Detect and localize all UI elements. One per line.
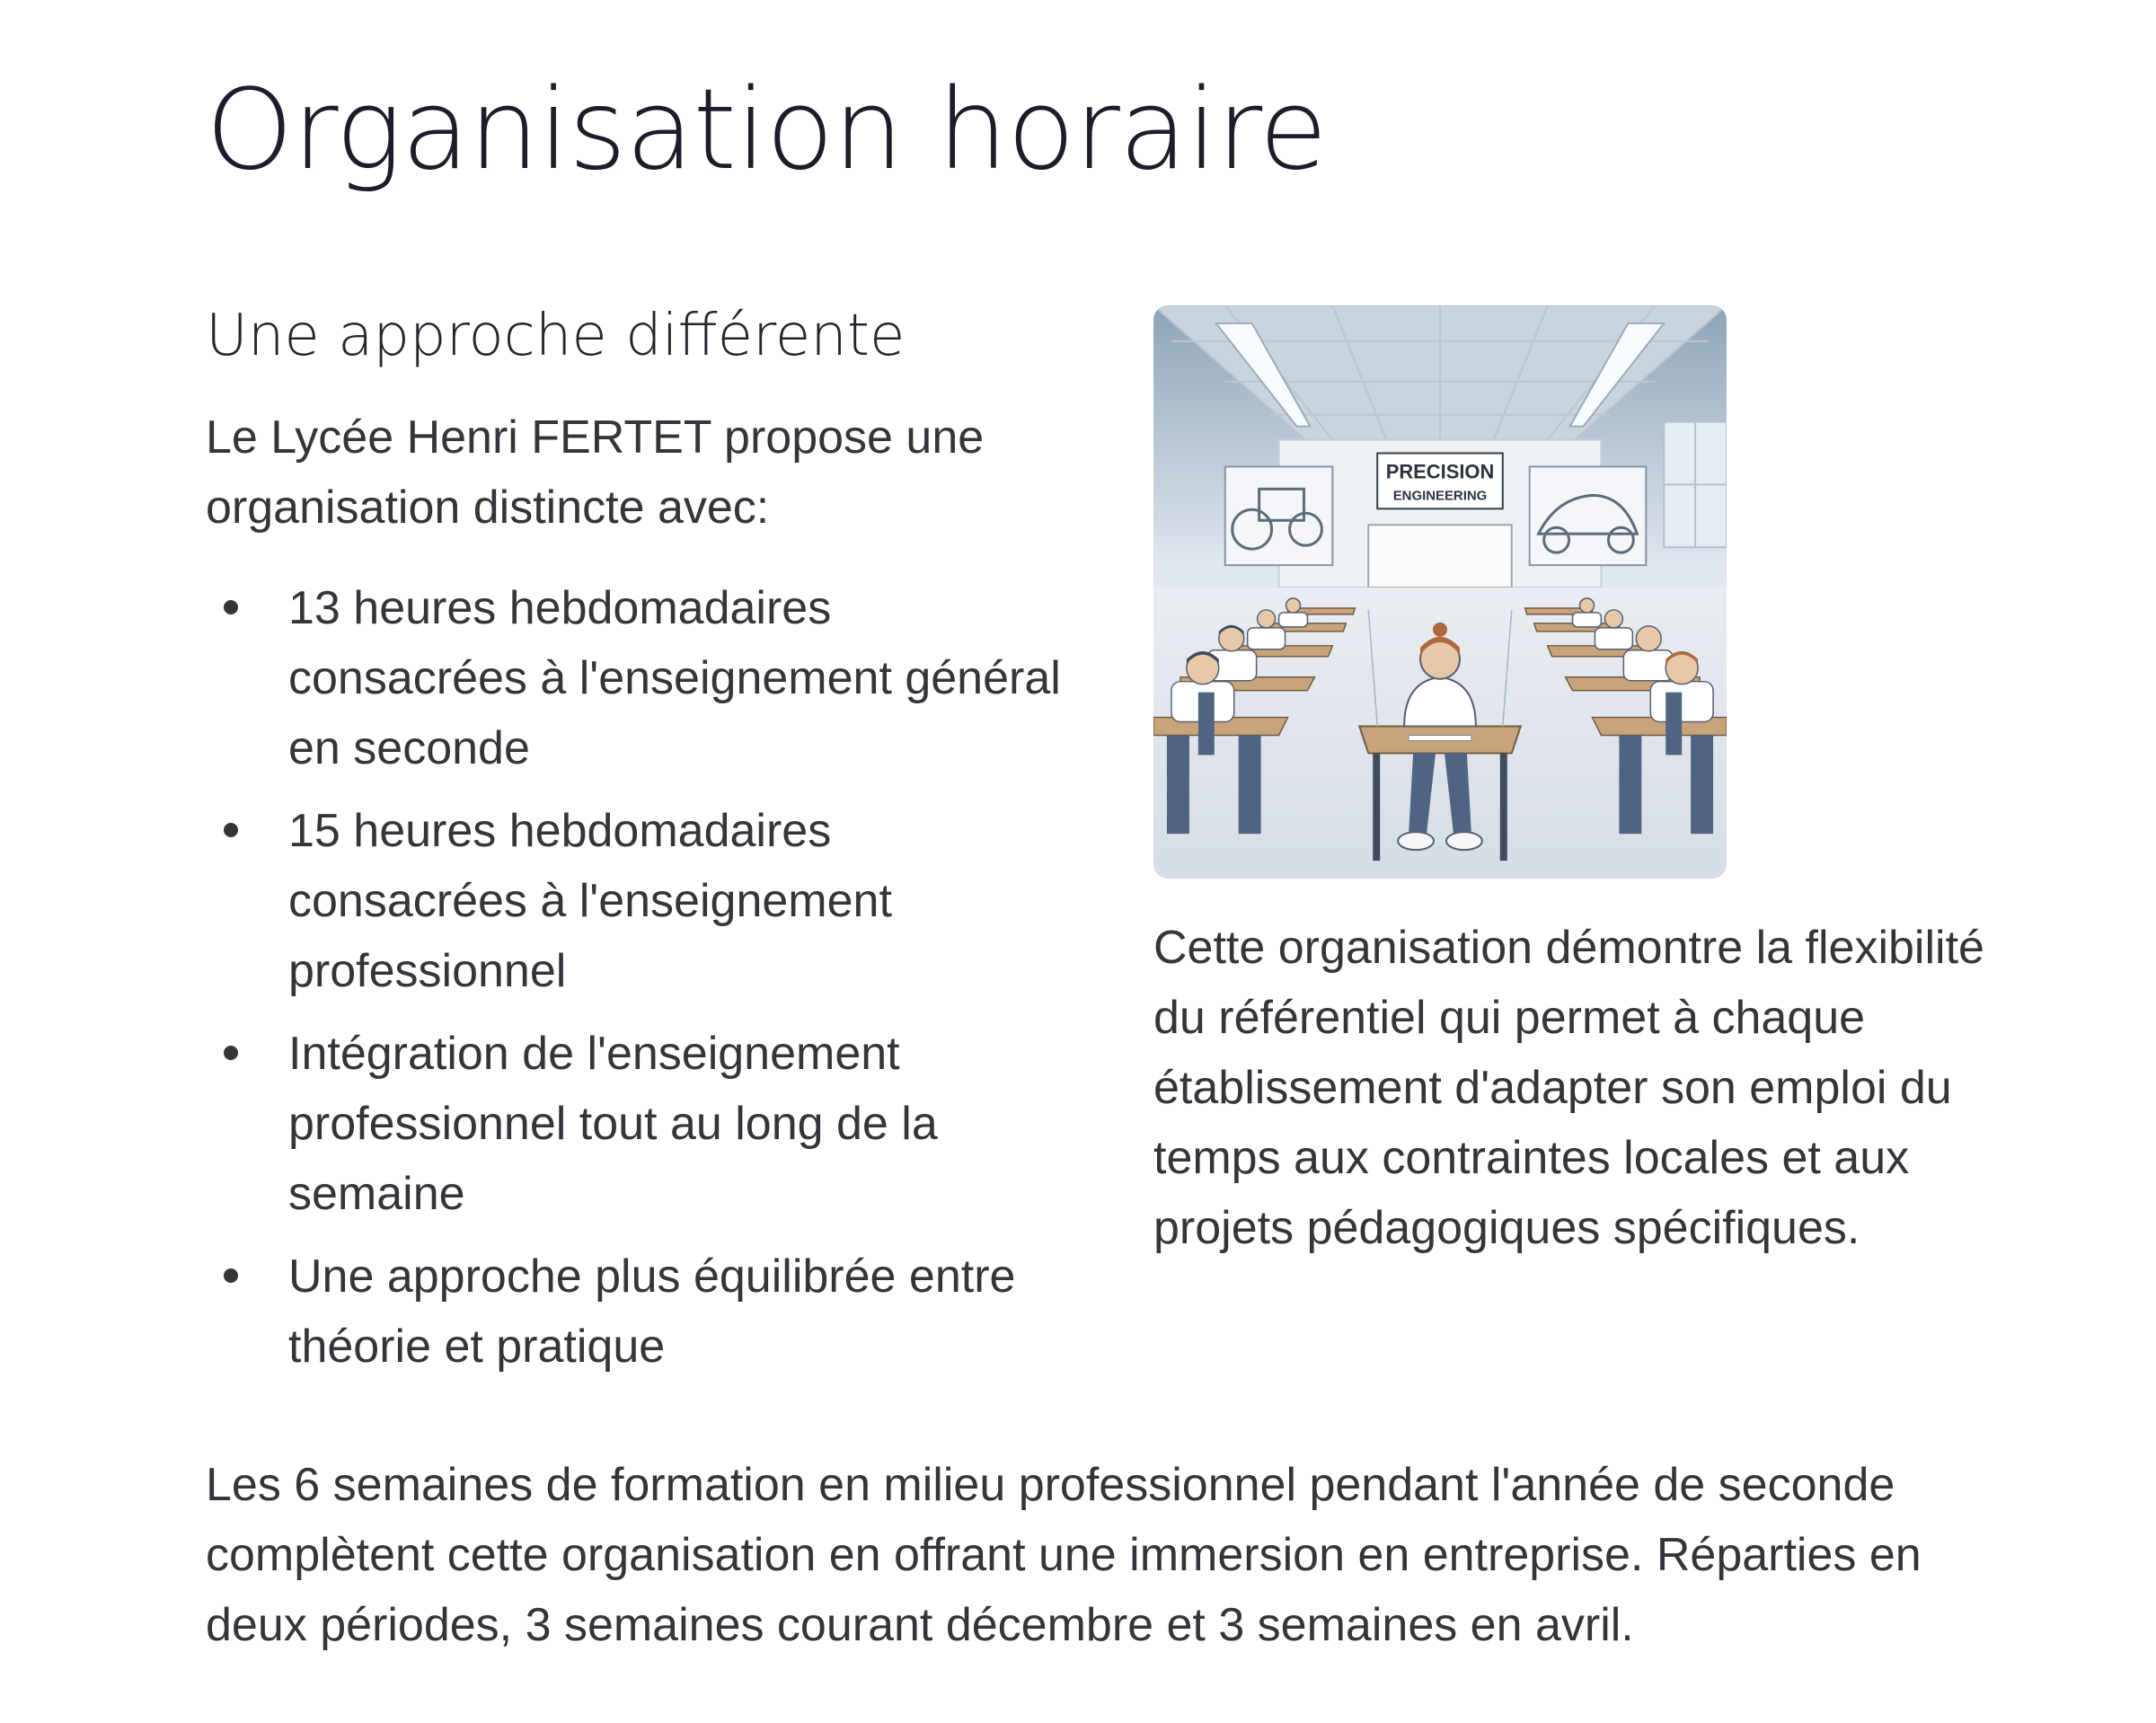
list-item-text: Une approche plus équilibrée entre théorie et pratique (288, 1250, 1016, 1373)
list-item-text: 15 heures hebdomadaires consacrées à l'enseignement professionnel (288, 805, 892, 997)
precision-engineering-sign (1377, 453, 1503, 508)
car-poster (1530, 466, 1647, 565)
list-item (206, 796, 1068, 1006)
list-item (206, 1241, 1068, 1382)
bullet-icon (224, 600, 238, 614)
side-paragraph: Cette organisation démontre la flexibilité du référentiel qui permet à chaque établissement d'adapter son emploi du temps aux contraintes locales et aux projets pédagogiques spécifiques. (1153, 922, 1984, 1254)
list-item (206, 1019, 1068, 1229)
classroom-illustration (1153, 305, 1727, 879)
page-title: Organisation horaire (206, 66, 1327, 195)
list-item (206, 573, 1068, 783)
bullet-icon (224, 823, 238, 837)
right-column (1153, 305, 1993, 1263)
section-heading: Une approche différente (206, 303, 906, 369)
engine-poster (1225, 466, 1333, 565)
bottom-paragraph: Les 6 semaines de formation en milieu professionnel pendant l'année de seconde complètent cette organisation en offrant une immersion en entreprise. Réparties en deux périodes, 3 semaines courant décembre et 3 semaines en avril. (206, 1459, 1922, 1651)
sign-line-2: ENGINEERING (1392, 488, 1488, 504)
list-item-text: 13 heures hebdomadaires consacrées à l'enseignement général en seconde (288, 582, 1061, 774)
bullet-icon (224, 1046, 238, 1060)
intro-paragraph: Le Lycée Henri FERTET propose une organisation distincte avec: (206, 411, 985, 534)
list-item-text: Intégration de l'enseignement professionnel tout au long de la semaine (288, 1028, 938, 1220)
bullet-icon (224, 1268, 238, 1283)
feature-list (206, 573, 1068, 1382)
sign-line-1: PRECISION (1385, 460, 1495, 483)
whiteboard (1368, 525, 1512, 588)
left-column (206, 295, 1068, 1394)
